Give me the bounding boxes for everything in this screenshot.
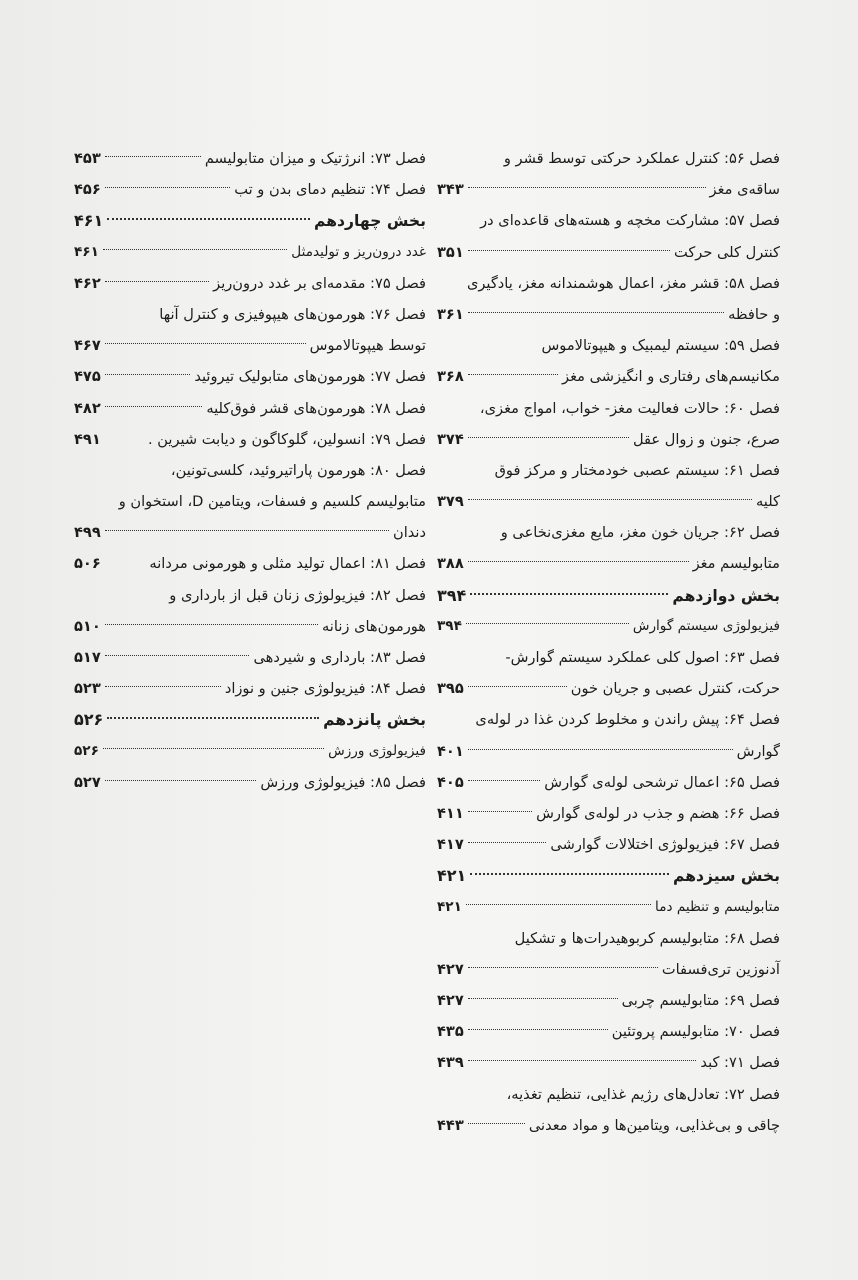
toc-dot-leader [105,624,318,625]
toc-entry-title: فصل ۷۱: کبد [700,1054,780,1072]
toc-dot-leader [468,1060,697,1061]
toc-page-number: ۳۹۵ [437,680,464,698]
toc-entry-title: فصل ۵۶: کنترل عملکرد حرکتی توسط قشر و [503,150,780,167]
toc-entry-title: و حافظه [728,305,780,323]
toc-entry-title: ساقه‌ی مغز [709,181,780,199]
toc-dot-leader [105,530,389,531]
toc-page-number: ۴۰۱ [437,742,464,760]
toc-entry [437,1016,780,1047]
toc-entry [437,393,780,424]
toc-entry-title: فصل ۷۵: مقدمه‌ای بر غدد درون‌ریز [213,274,426,292]
toc-dot-leader [105,655,250,656]
toc-entry-title: گوارش [736,742,780,760]
toc-entry-title: بخش سیزدهم [672,867,780,886]
toc-entry-title: فصل ۵۹: سیستم لیمبیک و هیپوتالاموس [541,337,780,355]
toc-entry-title: فصل ۸۲: فیزیولوژی زنان قبل از بارداری و [169,586,426,604]
toc-entry [74,143,426,174]
toc-entry-title: فصل ۶۸: متابولیسم کربوهیدرات‌ها و تشکیل [514,929,780,947]
toc-page-number: ۴۲۷ [437,960,464,978]
toc-entry [437,767,780,798]
toc-page-number: ۳۷۹ [437,493,464,511]
toc-entry [437,798,780,829]
toc-left-column [74,143,426,798]
toc-page-number: ۴۳۹ [437,1054,464,1072]
toc-entry [437,954,780,985]
toc-entry [437,455,780,486]
toc-entry-title: فصل ۶۴: پیش راندن و مخلوط کردن غذا در لوله‌ی [475,711,780,729]
toc-entry [437,1079,780,1110]
toc-dot-leader [105,187,231,188]
toc-entry-title: توسط هیپوتالاموس [309,337,426,355]
toc-entry-title: متابولیسم مغز [692,555,780,573]
toc-entry [437,268,780,299]
toc-entry-title: فصل ۶۲: جریان خون مغز، مایع مغزی‌نخاعی و [500,524,780,542]
toc-entry [437,486,780,517]
toc-page-number: ۵۲۷ [74,773,101,791]
toc-entry-title: فصل ۶۰: حالات فعالیت مغز- خواب، امواج مغزی، [479,399,780,417]
toc-dot-leader [468,374,558,375]
toc-entry-title: فصل ۷۴: تنظیم دمای بدن و تب [234,181,426,199]
toc-entry [437,704,780,735]
toc-page-number: ۳۷۴ [437,430,464,448]
toc-page-number: ۳۹۴ [437,585,467,605]
toc-entry [437,829,780,860]
toc-page-number: ۳۶۸ [437,368,464,386]
toc-entry-title: کلیه [755,493,780,511]
toc-entry [437,736,780,767]
toc-section-heading [74,205,426,236]
toc-entry-title: غدد درون‌ریز و تولیدمثل [291,243,426,260]
toc-entry-title: فیزیولوژی ورزش [328,742,426,759]
toc-part-title [437,892,780,923]
toc-dot-leader [105,156,201,157]
toc-entry-title: فصل ۷۹: انسولین، گلوکاگون و دیابت شیرین . [148,430,426,448]
toc-entry-title: فصل ۷۶: هورمون‌های هیپوفیزی و کنترل آنها [159,305,426,323]
toc-dot-leader [468,437,629,438]
toc-entry-title: فصل ۸۳: بارداری و شیردهی [253,649,426,666]
toc-entry [74,174,426,205]
toc-entry [437,673,780,704]
toc-entry-title: فصل ۷۳: انرژتیک و میزان متابولیسم [204,150,426,167]
toc-dot-leader [468,499,752,500]
toc-entry-title: فصل ۷۸: هورمون‌های قشر فوق‌کلیه [206,399,426,417]
toc-dot-leader [468,561,689,562]
toc-entry [74,299,426,330]
toc-entry [437,143,780,174]
toc-entry-title: فصل ۷۲: تعادل‌های رژیم غذایی، تنظیم تغذیه، [506,1085,780,1103]
toc-entry [437,299,780,330]
toc-dot-leader [105,686,221,687]
toc-entry-title: آدنوزین تری‌فسفات [661,960,780,978]
toc-entry-title: فصل ۷۷: هورمون‌های متابولیک تیروئید [194,368,426,386]
toc-page-number: ۴۶۱ [74,243,99,260]
toc-dot-leader [468,1029,608,1030]
toc-page-number: ۴۷۵ [74,368,101,386]
toc-dot-leader [468,967,658,968]
toc-page-number: ۵۱۷ [74,649,101,666]
toc-entry-title: بخش دوازدهم [672,586,780,605]
toc-page-number: ۴۶۲ [74,274,101,292]
toc-entry [74,580,426,611]
toc-page-number: ۴۶۱ [74,211,104,231]
toc-entry [74,673,426,704]
toc-entry [74,361,426,392]
toc-dot-leader [103,249,287,250]
toc-entry-title: فصل ۶۷: فیزیولوژی اختلالات گوارشی [550,836,780,854]
toc-dot-leader [468,842,547,843]
toc-dot-leader [103,748,324,749]
toc-entry-title: هورمون‌های زنانه [321,617,426,635]
toc-entry [437,642,780,673]
toc-entry-title: فصل ۶۳: اصول کلی عملکرد سیستم گوارش- [505,649,780,666]
toc-entry-title: چاقی و بی‌غذایی، ویتامین‌ها و مواد معدنی [528,1116,780,1134]
toc-page-number: ۴۰۵ [437,773,464,791]
toc-entry-title: مکانیسم‌های رفتاری و انگیزشی مغز [562,368,780,386]
toc-dot-leader [105,374,191,375]
toc-entry [437,237,780,268]
toc-part-title [437,611,780,642]
toc-entry-title: فصل ۸۴: فیزیولوژی جنین و نوزاد [224,680,426,698]
toc-entry [437,1047,780,1078]
toc-part-title [74,736,426,767]
toc-entry [74,455,426,486]
toc-entry-title: فصل ۸۰: هورمون پاراتیروئید، کلسی‌تونین، [170,461,426,479]
toc-page-number: ۳۵۱ [437,243,464,261]
toc-entry [437,517,780,548]
toc-page-number: ۵۲۶ [74,742,99,759]
toc-page-number: ۴۹۹ [74,524,101,542]
toc-dot-leader [468,811,532,812]
toc-page-number: ۳۶۱ [437,305,464,323]
toc-dot-leader [468,1123,525,1124]
toc-entry [74,393,426,424]
toc-entry [437,361,780,392]
toc-page-number: ۴۲۱ [437,866,467,886]
toc-entry-title: فصل ۶۹: متابولیسم چربی [621,992,780,1010]
toc-entry [74,268,426,299]
toc-dot-leader [105,343,306,344]
toc-dot-leader [107,218,310,220]
toc-page-number: ۴۹۱ [74,430,101,448]
toc-entry-title: فصل ۷۰: متابولیسم پروتئین [611,1023,780,1041]
toc-entry [437,424,780,455]
toc-entry [74,548,426,579]
toc-entry-title: متابولیسم و تنظیم دما [655,898,780,915]
toc-page-number: ۴۱۱ [437,804,464,822]
toc-section-heading [437,860,780,891]
toc-entry-title: حرکت، کنترل عصبی و جریان خون [570,680,780,698]
toc-section-heading [74,704,426,735]
toc-page-number: ۴۳۵ [437,1023,464,1041]
toc-entry-title: فصل ۶۵: اعمال ترشحی لوله‌ی گوارش [544,773,780,791]
toc-entry [74,486,426,517]
toc-entry-title: فیزیولوژی سیستم گوارش [632,617,780,634]
toc-dot-leader [470,873,669,875]
toc-entry [437,1110,780,1141]
toc-entry-title: فصل ۸۱: اعمال تولید مثلی و هورمونی مردانه [149,555,426,573]
toc-dot-leader [466,904,651,905]
toc-entry-title: دندان [393,524,426,542]
toc-entry [74,424,426,455]
toc-entry [74,767,426,798]
toc-dot-leader [468,998,618,999]
toc-entry-title: متابولیسم کلسیم و فسفات، ویتامین D، استخوان و [118,493,426,511]
toc-dot-leader [468,686,567,687]
toc-entry [74,642,426,673]
toc-entry [437,205,780,236]
toc-page-number: ۳۸۸ [437,555,464,573]
toc-dot-leader [468,312,724,313]
toc-entry-title: فصل ۵۸: قشر مغز، اعمال هوشمندانه مغز، یادگیری [466,274,780,292]
toc-entry-title: بخش پانزدهم [323,711,426,730]
toc-entry-title: فصل ۸۵: فیزیولوژی ورزش [260,773,426,791]
toc-entry [437,923,780,954]
toc-dot-leader [107,717,319,719]
toc-page-number: ۳۴۳ [437,181,464,199]
toc-page-number: ۴۶۷ [74,337,101,355]
toc-entry-title: فصل ۶۱: سیستم عصبی خودمختار و مرکز فوق [494,461,780,479]
toc-entry [437,330,780,361]
toc-dot-leader [105,780,257,781]
toc-dot-leader [468,780,541,781]
toc-dot-leader [105,281,209,282]
toc-dot-leader [466,623,629,624]
toc-entry-title: بخش چهاردهم [314,212,426,231]
toc-entry [437,985,780,1016]
toc-page-number: ۴۸۲ [74,399,101,417]
toc-section-heading [437,580,780,611]
toc-entry [437,174,780,205]
toc-entry-title: کنترل کلی حرکت [674,243,780,261]
toc-right-column [437,143,780,1141]
toc-page-number: ۴۵۳ [74,150,101,167]
toc-page-number: ۵۲۶ [74,710,104,730]
toc-entry-title: فصل ۶۶: هضم و جذب در لوله‌ی گوارش [536,804,780,822]
toc-dot-leader [470,593,668,595]
toc-page-number: ۴۵۶ [74,181,101,199]
toc-entry [437,548,780,579]
toc-entry-title: صرع، جنون و زوال عقل [632,430,780,448]
toc-page-number: ۵۱۰ [74,617,101,635]
toc-part-title [74,237,426,268]
toc-dot-leader [468,250,670,251]
toc-page-number: ۴۱۷ [437,836,464,854]
toc-entry-title: فصل ۵۷: مشارکت مخچه و هسته‌های قاعده‌ای در [480,212,780,230]
toc-page-number: ۳۹۴ [437,617,462,634]
toc-entry [74,611,426,642]
toc-page-number: ۴۲۱ [437,898,462,915]
toc-dot-leader [468,187,706,188]
toc-dot-leader [105,406,203,407]
toc-page-number: ۵۰۶ [74,555,101,573]
toc-dot-leader [468,749,733,750]
toc-entry [74,330,426,361]
toc-entry [74,517,426,548]
toc-page-number: ۴۲۷ [437,992,464,1010]
toc-page-number: ۵۲۳ [74,680,101,698]
toc-page-number: ۴۴۳ [437,1116,464,1134]
